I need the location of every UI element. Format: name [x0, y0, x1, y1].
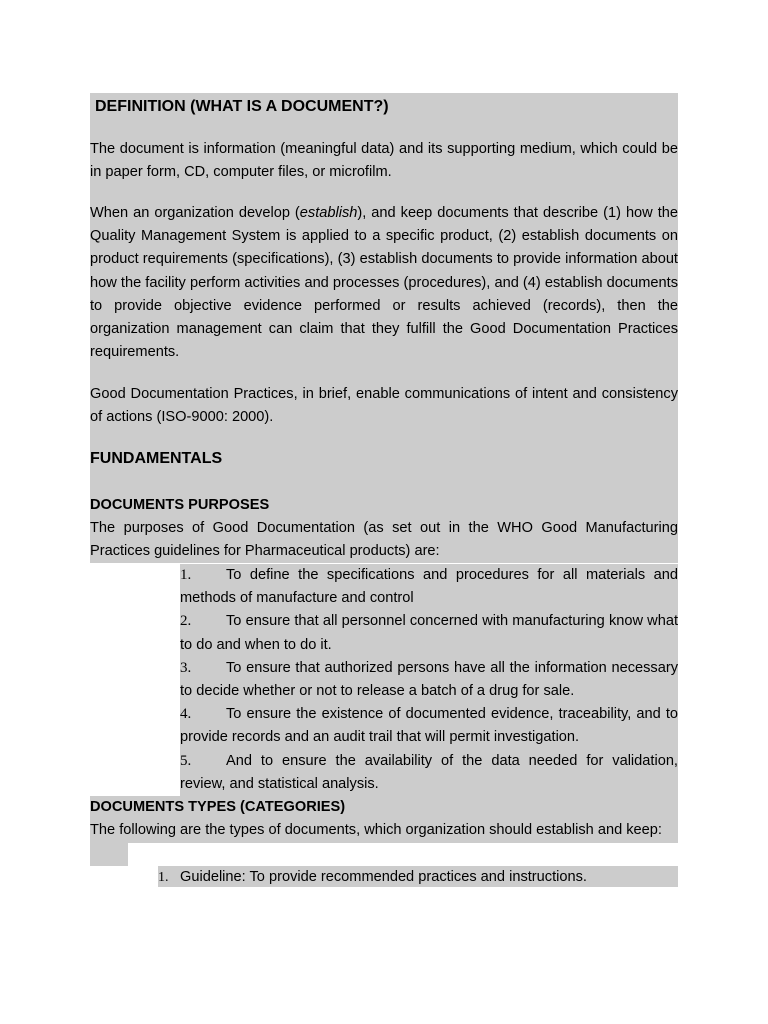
paragraph-2-italic: establish [299, 205, 358, 221]
purposes-heading: DOCUMENTS PURPOSES [90, 494, 678, 517]
purposes-intro: The purposes of Good Documentation (as set out in the WHO Good Manufacturing Practices guidelines for Pharmaceutical products) are: [90, 517, 678, 563]
list-item [180, 564, 678, 610]
types-heading: DOCUMENTS TYPES (CATEGORIES) [90, 796, 678, 819]
list-item-number: 2. [180, 613, 192, 630]
definition-heading: DEFINITION (WHAT IS A DOCUMENT?) [90, 93, 678, 129]
highlight-gap [90, 129, 678, 138]
list-item-number: 4. [180, 706, 192, 723]
highlight-gap [90, 429, 678, 447]
highlight-gap [90, 843, 128, 866]
definition-paragraph-3: Good Documentation Practices, in brief, enable communications of intent and consistency of actions (ISO-9000: 2000). [90, 383, 678, 429]
types-intro: The following are the types of documents, which organization should establish and keep: [90, 822, 662, 838]
definition-paragraph-2 [90, 202, 678, 364]
definition-paragraph-1: The document is information (meaningful data) and its supporting medium, which could be in paper form, CD, computer files, or microfilm. [90, 138, 678, 184]
list-item-number: 1. [158, 870, 169, 885]
list-item-text: To define the specifications and procedures for all materials and methods of manufacture and control [180, 567, 678, 607]
list-item [180, 610, 678, 656]
highlight-gap [90, 470, 678, 494]
list-item-text: To ensure that authorized persons have all the information necessary to decide whether or not to release a batch of a drug for sale. [180, 659, 678, 700]
purposes-list [180, 564, 678, 796]
list-item-text: To ensure that all personnel concerned with manufacturing know what to do and when to do it. [180, 613, 678, 653]
list-item [180, 703, 678, 749]
list-item-text: Guideline: To provide recommended practices and instructions. [180, 869, 587, 885]
list-item-number: 3. [180, 659, 192, 676]
list-item-text: To ensure the existence of documented evidence, traceability, and to provide records and an audit trail that will permit investigation. [180, 706, 678, 746]
paragraph-2-text-b: ), and keep documents that describe (1) how the Quality Management System is applied to a specific product, (2) establish documents on product requirements (specifications), (3) establish documents to provide information about how the facility perform activities and processes (procedures), and (4) establish documents to provide objective evidence performed or results achieved (records), then the organization management can claim that they fulfill the Good Documentation Practices requirements. [90, 205, 678, 361]
list-item-number: 5. [180, 752, 192, 769]
paragraph-2-text-a: When an organization develop ( [90, 205, 300, 221]
fundamentals-heading: FUNDAMENTALS [90, 447, 678, 470]
highlight-gap [90, 364, 678, 383]
list-item-number: 1. [180, 567, 192, 583]
types-list-item [158, 866, 678, 887]
list-item [180, 657, 678, 703]
list-item-text: And to ensure the availability of the data needed for validation, review, and statistical analysis. [180, 752, 678, 792]
highlight-gap [90, 184, 678, 202]
list-item [180, 750, 678, 796]
